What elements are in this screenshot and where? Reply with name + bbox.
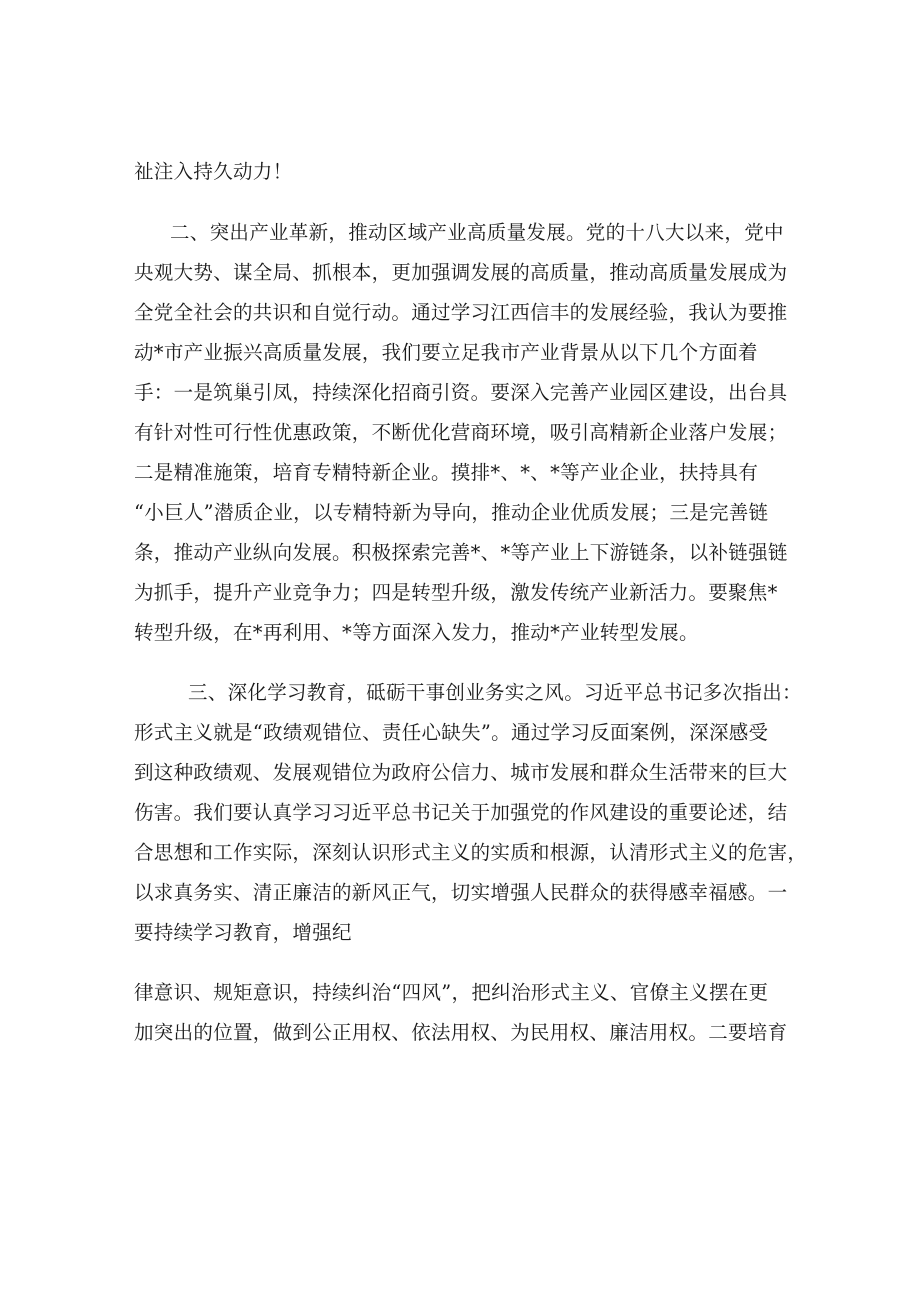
text-line: 动*市产业振兴高质量发展，我们要立足我市产业背景从以下几个方面着 bbox=[134, 341, 758, 364]
text-line: 律意识、规矩意识，持续纠治“四风”，把纠治形式主义、官僚主义摆在更 bbox=[134, 981, 769, 1004]
text-line: “小巨人”潜质企业，以专精特新为导向，推动企业优质发展；三是完善链 bbox=[134, 501, 769, 524]
text-line: 全党全社会的共识和自觉行动。通过学习江西信丰的发展经验，我认为要推 bbox=[134, 301, 788, 324]
text-line: 手：一是筑巢引凤，持续深化招商引资。要深入完善产业园区建设，出台具 bbox=[134, 381, 788, 404]
text-line: 要持续学习教育，增强纪 bbox=[134, 921, 352, 944]
section-two-heading-line: 二、突出产业革新，推动区域产业高质量发展。党的十八大以来，党中 bbox=[170, 221, 784, 244]
text-line: 央观大势、谋全局、抓根本，更加强调发展的高质量，推动高质量发展成为 bbox=[134, 261, 788, 284]
text-line: 为抓手，提升产业竞争力；四是转型升级，激发传统产业新活力。要聚焦* bbox=[134, 581, 778, 604]
text-line: 伤害。我们要认真学习习近平总书记关于加强党的作风建设的重要论述，结 bbox=[134, 801, 788, 824]
text-line: 转型升级，在*再利用、*等方面深入发力，推动*产业转型发展。 bbox=[134, 621, 699, 644]
text-line: 合思想和工作实际，深刻认识形式主义的实质和根源，认清形式主义的危害， bbox=[134, 841, 808, 864]
text-line: 加突出的位置，做到公正用权、依法用权、为民用权、廉洁用权。二要培育 bbox=[134, 1021, 788, 1044]
text-line: 二是精准施策，培育专精特新企业。摸排*、*、*等产业企业，扶持具有 bbox=[134, 461, 759, 484]
text-line: 有针对性可行性优惠政策，不断优化营商环境，吸引高精新企业落户发展； bbox=[134, 421, 788, 444]
text-line: 形式主义就是“政绩观错位、责任心缺失”。通过学习反面案例，深深感受 bbox=[134, 721, 769, 744]
text-line: 以求真务实、清正廉洁的新风正气，切实增强人民群众的获得感幸福感。一 bbox=[134, 881, 788, 904]
text-line: 祉注入持久动力！ bbox=[134, 160, 293, 183]
section-three-heading-line: 三、深化学习教育，砥砺干事创业务实之风。习近平总书记多次指出： bbox=[188, 681, 802, 704]
text-line: 到这种政绩观、发展观错位为政府公信力、城市发展和群众生活带来的巨大 bbox=[134, 761, 788, 784]
text-line: 条，推动产业纵向发展。积极探索完善*、*等产业上下游链条，以补链强链 bbox=[134, 541, 788, 564]
